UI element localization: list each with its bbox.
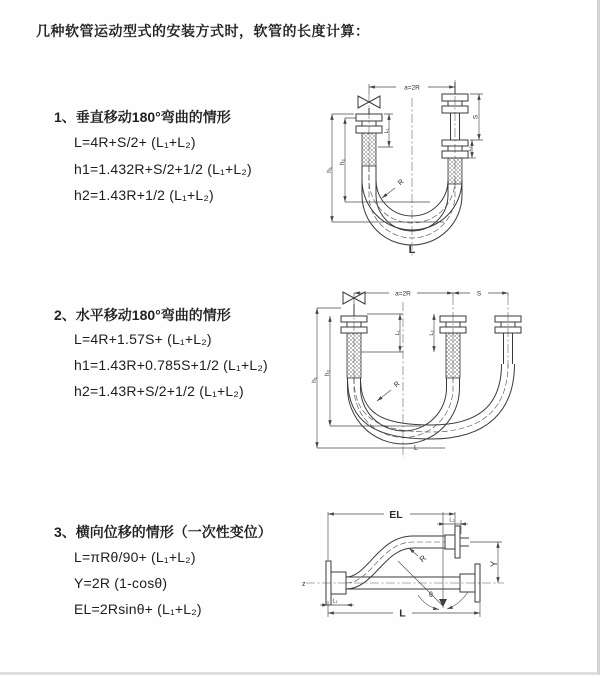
dim-label-h1: h₁ [326,167,333,173]
dim-label-s: S [472,114,480,120]
dim-label-y: Y [489,560,500,568]
formula-line: L=πRθ/90+ (L₁+L₂) [74,549,196,565]
dim-label-a2r: a=2R [395,290,411,298]
section2-heading: 2、水平移动180°弯曲的情形 [54,307,231,323]
formula-line: h2=1.43R+1/2 (L₁+L₂) [74,187,214,203]
dim-label-l: L [399,607,406,620]
radius-label: R [396,178,406,187]
formula-line: EL=2Rsinθ+ (L₁+L₂) [74,601,202,617]
diagram-vertical-180-bend [312,70,592,260]
formula-line: h1=1.43R+0.785S+1/2 (L₁+L₂) [74,357,268,373]
section1-heading: 1、垂直移动180°弯曲的情形 [54,109,231,125]
dim-label-h2: h₂ [339,158,346,166]
diagram-horizontal-180-bend [303,280,593,472]
diagram-lateral-displacement [298,498,600,658]
formula-line: L=4R+S/2+ (L₁+L₂) [74,134,196,150]
center-lines [354,296,508,458]
dim-label-s: S [476,290,482,298]
formula-line: Y=2R (1-cosθ) [74,575,168,591]
dim-label-el: EL [389,509,403,521]
length-label: L [408,244,416,256]
hose-s-curve-displaced [346,526,469,589]
dim-label-h1: h₁ [311,377,318,383]
dimensions [311,291,508,453]
angle-label: θ [429,592,433,599]
braid-section [347,333,361,378]
dim-label-l1: L₁ [395,330,401,336]
dim-label-a2r: a=2R [404,84,420,92]
centerline-break-mark: z [302,581,306,588]
dim-label-l2: L₂ [449,517,455,524]
dim-label-l2: L₂ [467,146,473,152]
dim-label-h2: h₂ [324,369,331,377]
braid-section [362,133,376,166]
formula-line: L=4R+1.57S+ (L₁+L₂) [74,331,212,347]
dim-label-l1: L₁ [332,598,338,605]
section3-heading: 3、横向位移的情形（一次性变位） [54,524,272,540]
dim-label-l1: L₁ [384,128,390,134]
radius-label: R [417,553,428,565]
dim-label-l2: L₂ [429,330,435,336]
formula-line: h2=1.43R+S/2+1/2 (L₁+L₂) [74,383,244,399]
radius-label: R [392,380,402,389]
length-label: L [414,445,418,452]
center-line [302,581,504,588]
page-title: 几种软管运动型式的安装方式时，软管的长度计算： [36,23,370,39]
hose-u-bend [348,364,515,444]
formula-line: h1=1.432R+S/2+1/2 (L₁+L₂) [74,161,252,177]
braid-section [446,333,460,378]
